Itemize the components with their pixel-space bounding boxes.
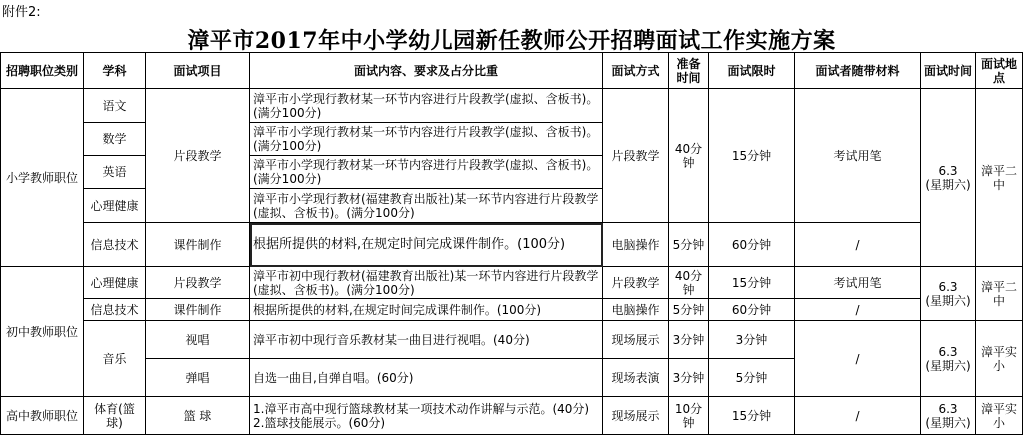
date-cell: 6.3 (星期六) [921,321,976,397]
header-place: 面试地点 [976,53,1023,89]
materials-cell: / [795,299,921,321]
table-row [1,397,1023,435]
content-cell: 漳平市小学现行教材某一环节内容进行片段教学(虚拟、含板书)。(满分100分) [250,156,603,189]
header-date: 面试时间 [921,53,976,89]
content-cell: 漳平市初中现行教材(福建教育出版社)某一环节内容进行片段教学(虚拟、含板书)。(满分100分) [250,267,603,299]
item-cell: 篮 球 [146,397,250,435]
date-cell: 6.3 (星期六) [921,89,976,267]
materials-cell: 考试用笔 [795,267,921,299]
method-cell: 片段教学 [603,89,669,223]
method-cell: 电脑操作 [603,299,669,321]
header-category: 招聘职位类别 [1,53,84,89]
header-limit: 面试限时 [709,53,795,89]
prep-cell: 5分钟 [669,223,709,267]
table-row [1,267,1023,299]
header-content: 面试内容、要求及占分比重 [250,53,603,89]
content-cell: 自选一曲目,自弹自唱。(60分) [250,359,603,397]
materials-cell: / [795,397,921,435]
place-cell: 漳平二中 [976,89,1023,267]
item-cell: 片段教学 [146,89,250,223]
item-cell: 视唱 [146,321,250,359]
content-cell: 漳平市小学现行教材某一环节内容进行片段教学(虚拟、含板书)。(满分100分) [250,123,603,156]
date-cell: 6.3 (星期六) [921,397,976,435]
subject-cell: 音乐 [84,321,146,397]
limit-cell: 60分钟 [709,223,795,267]
place-cell: 漳平实小 [976,321,1023,397]
method-cell: 片段教学 [603,267,669,299]
prep-cell: 3分钟 [669,321,709,359]
interview-plan-table [0,52,1023,435]
method-cell: 现场表演 [603,359,669,397]
table-row [1,321,1023,359]
materials-cell: / [795,223,921,267]
category-junior: 初中教师职位 [1,267,84,397]
limit-cell: 5分钟 [709,359,795,397]
header-subject: 学科 [84,53,146,89]
date-cell: 6.3 (星期六) [921,267,976,321]
subject-cell: 信息技术 [84,223,146,267]
item-cell: 课件制作 [146,299,250,321]
subject-cell: 心理健康 [84,189,146,223]
header-materials: 面试者随带材料 [795,53,921,89]
materials-cell: / [795,321,921,397]
item-cell: 弹唱 [146,359,250,397]
limit-cell: 15分钟 [709,397,795,435]
prep-cell: 10分钟 [669,397,709,435]
subject-cell: 数学 [84,123,146,156]
subject-cell: 信息技术 [84,299,146,321]
materials-cell: 考试用笔 [795,89,921,223]
table-row [1,299,1023,321]
content-cell: 漳平市小学现行教材某一环节内容进行片段教学(虚拟、含板书)。(满分100分) [250,89,603,123]
item-cell: 课件制作 [146,223,250,267]
subject-cell: 语文 [84,89,146,123]
place-cell: 漳平二中 [976,267,1023,321]
header-prep: 准备时间 [669,53,709,89]
subject-cell: 体育(篮球) [84,397,146,435]
limit-cell: 15分钟 [709,267,795,299]
content-cell: 漳平市初中现行音乐教材某一曲目进行视唱。(40分) [250,321,603,359]
method-cell: 现场展示 [603,321,669,359]
limit-cell: 3分钟 [709,321,795,359]
category-primary: 小学教师职位 [1,89,84,267]
header-item: 面试项目 [146,53,250,89]
table-row [1,223,1023,267]
content-cell-selected[interactable]: 根据所提供的材料,在规定时间完成课件制作。(100分) [250,223,603,267]
prep-cell: 40分钟 [669,267,709,299]
table-row [1,89,1023,123]
content-cell: 漳平市小学现行教材(福建教育出版社)某一环节内容进行片段教学(虚拟、含板书)。(满分100分) [250,189,603,223]
prep-cell: 40分钟 [669,89,709,223]
limit-cell: 60分钟 [709,299,795,321]
limit-cell: 15分钟 [709,89,795,223]
category-senior: 高中教师职位 [1,397,84,435]
document-title: 漳平市2017年中小学幼儿园新任教师公开招聘面试工作实施方案 [187,28,836,54]
prep-cell: 5分钟 [669,299,709,321]
subject-cell: 心理健康 [84,267,146,299]
content-cell: 1.漳平市高中现行篮球教材某一项技术动作讲解与示范。(40分) 2.篮球技能展示。(60分) [250,397,603,435]
method-cell: 现场展示 [603,397,669,435]
place-cell: 漳平实小 [976,397,1023,435]
content-cell: 根据所提供的材料,在规定时间完成课件制作。(100分) [250,299,603,321]
prep-cell: 3分钟 [669,359,709,397]
item-cell: 片段教学 [146,267,250,299]
header-method: 面试方式 [603,53,669,89]
subject-cell: 英语 [84,156,146,189]
method-cell: 电脑操作 [603,223,669,267]
header-row [1,53,1023,89]
attachment-label: 附件2: [2,5,41,20]
